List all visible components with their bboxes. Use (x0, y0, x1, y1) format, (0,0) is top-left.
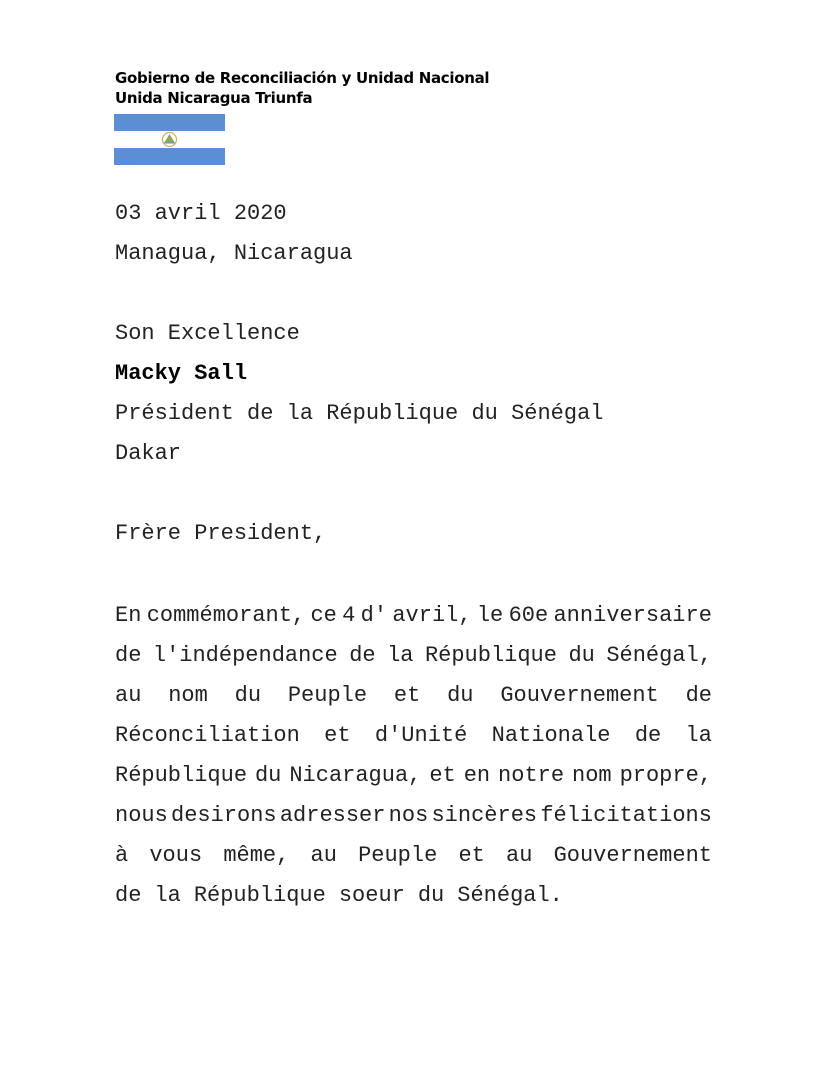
body-line: au nom du Peuple et du Gouvernement de (115, 683, 712, 708)
body-line: République du Nicaragua, et en notre nom propre, (115, 763, 712, 788)
body-line: à vous même, au Peuple et au Gouvernement (115, 843, 712, 868)
nicaragua-flag-icon (114, 114, 225, 165)
recipient-city: Dakar (115, 441, 182, 466)
recipient-title: Président de la République du Sénégal (115, 401, 604, 426)
letter-body (115, 596, 712, 916)
letter-date: 03 avril 2020 (115, 201, 287, 226)
recipient-salutation: Son Excellence (115, 321, 300, 346)
body-line: Réconciliation et d'Unité Nationale de la (115, 723, 712, 748)
letter-greeting: Frère President, (115, 521, 327, 546)
letter-place: Managua, Nicaragua (115, 241, 353, 266)
letterhead-government: Gobierno de Reconciliación y Unidad Nacional (115, 69, 490, 87)
recipient-name: Macky Sall (115, 361, 248, 386)
letterhead (115, 68, 489, 108)
body-line: de la République soeur du Sénégal. (115, 883, 563, 908)
body-line: de l'indépendance de la République du Sénégal, (115, 643, 712, 668)
body-line: En commémorant, ce 4 d' avril, le 60e anniversaire (115, 603, 712, 628)
body-line: nous desirons adresser nos sincères félicitations (115, 803, 712, 828)
letterhead-slogan: Unida Nicaragua Triunfa (115, 89, 313, 107)
